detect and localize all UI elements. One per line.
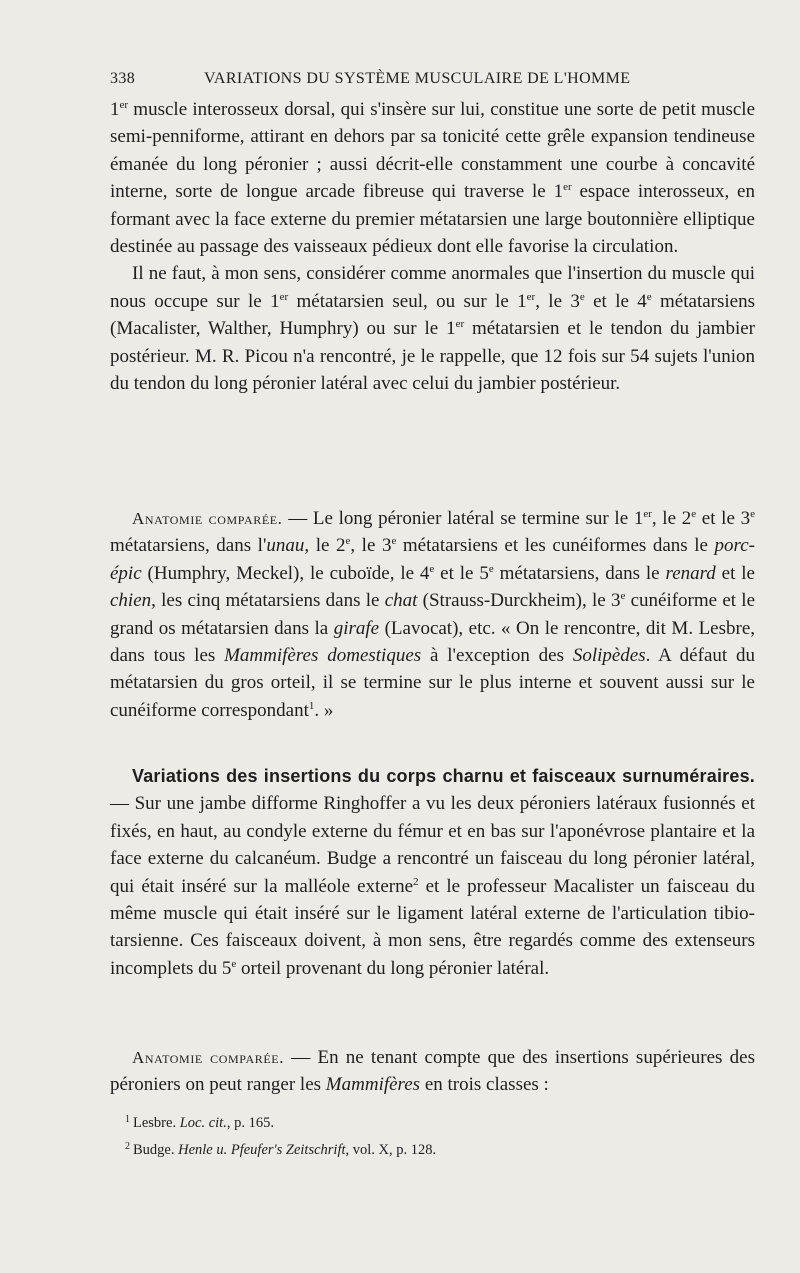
footnote-1: $^1$ Lesbre. Loc. cit., p. 165. — [125, 1114, 274, 1131]
paragraph-anormales: Il ne faut, à mon sens, considérer comme anormales que l'insertion du muscle qui nous occupe sur le 1er métatarsien seul, ou sur le 1er, le 3e et le 4e métatarsiens (Macalister, Walther, Humphry) ou sur le 1er métatarsien et le tendon du jambier postérieur. M. R. Picou n'a rencontré, je le rappelle, que 12 fois sur 54 sujets l'union du tendon du long péronier latéral avec celui du jambier postérieur. — [110, 263, 755, 395]
section-label: Anatomie comparée. — [132, 509, 283, 528]
running-title: VARIATIONS DU SYSTÈME MUSCULAIRE DE L'HOMME — [204, 70, 631, 87]
section-label: Anatomie comparée. — [132, 1048, 285, 1067]
footnote-2: $^2$ Budge. Henle u. Pfeufer's Zeitschrift, vol. X, p. 128. — [125, 1141, 437, 1158]
page-number: 338 — [110, 70, 136, 87]
paragraph-variations: Variations des insertions du corps charnu et faisceaux surnuméraires. — Sur une jambe difforme Ringhoffer a vu les deux péroniers latéraux fusionnés et fixés, en haut, au condyle externe du fémur et en bas sur l'aponévrose plantaire et la face externe du calcanéum. Budge a rencontré un faisceau du long péronier latéral, qui était inséré sur la malléole externe$^2$ et le professeur Macalister un faisceau du même muscle qui était inséré sur le ligament latéral externe de l'articulation tibio-tarsienne. Ces faisceaux doivent, à mon sens, être regardés comme des extenseurs incomplets du 5e orteil provenant du long péronier latéral. — [110, 766, 755, 979]
paragraph-interosseux: 1er muscle interosseux dorsal, qui s'insère sur lui, constitue une sorte de petit muscle semi-penniforme, attirant en dehors par sa tonicité cette grêle expansion tendineuse émanée du long péronier ; aussi décrit-elle constamment une courbe à concavité interne, sorte de longue arcade fibreuse qui traverse le 1er espace interosseux, en formant avec la face externe du premier métatarsien une large boutonnière elliptique destinée au passage des vaisseaux pédieux dont elle favorise la circulation. Il ne faut, à mon sens, considérer comme anormales que l'insertion du muscle qui nous occupe sur le 1er métatarsien seul, ou sur le 1er, le 3e et le 4e métatarsiens (Macalister, Walther, Humphry) ou sur le 1er métatarsien et le tendon du jambier postérieur. M. R. Picou n'a rencontré, je le rappelle, que 12 fois sur 54 sujets l'union du tendon du long péronier latéral avec celui du jambier postérieur. — [110, 96, 755, 397]
section-heading: Variations des insertions du corps charnu et faisceaux surnuméraires. — [132, 766, 755, 786]
footnote-ref-1: 1 — [308, 699, 315, 712]
footnotes — [125, 1108, 745, 1162]
footnote-ref-2: 2 — [413, 875, 419, 888]
paragraph-anatomie-comparee-1: Anatomie comparée. — Le long péronier latéral se termine sur le 1er, le 2e et le 3e métatarsiens, dans l'unau, le 2e, le 3e métatarsiens et les cunéiformes dans le porc-épic (Humphry, Meckel), le cuboïde, le 4e et le 5e métatarsiens, dans le renard et le chien, les cinq métatarsiens dans le chat (Strauss-Durckheim), le 3e cunéiforme et le grand os métatarsien dans la girafe (Lavocat), etc. « On le rencontre, dit M. Lesbre, dans tous les Mammifères domestiques à l'exception des Solipèdes. A défaut du métatarsien du gros orteil, il se termine sur le plus interne et souvent aussi sur le cunéiforme correspondant$^1$. » — [110, 508, 756, 721]
paragraph-anatomie-comparee-2: Anatomie comparée. — En ne tenant compte que des insertions supérieures des péroniers on peut ranger les Mammifères en trois classes : — [110, 1047, 755, 1096]
